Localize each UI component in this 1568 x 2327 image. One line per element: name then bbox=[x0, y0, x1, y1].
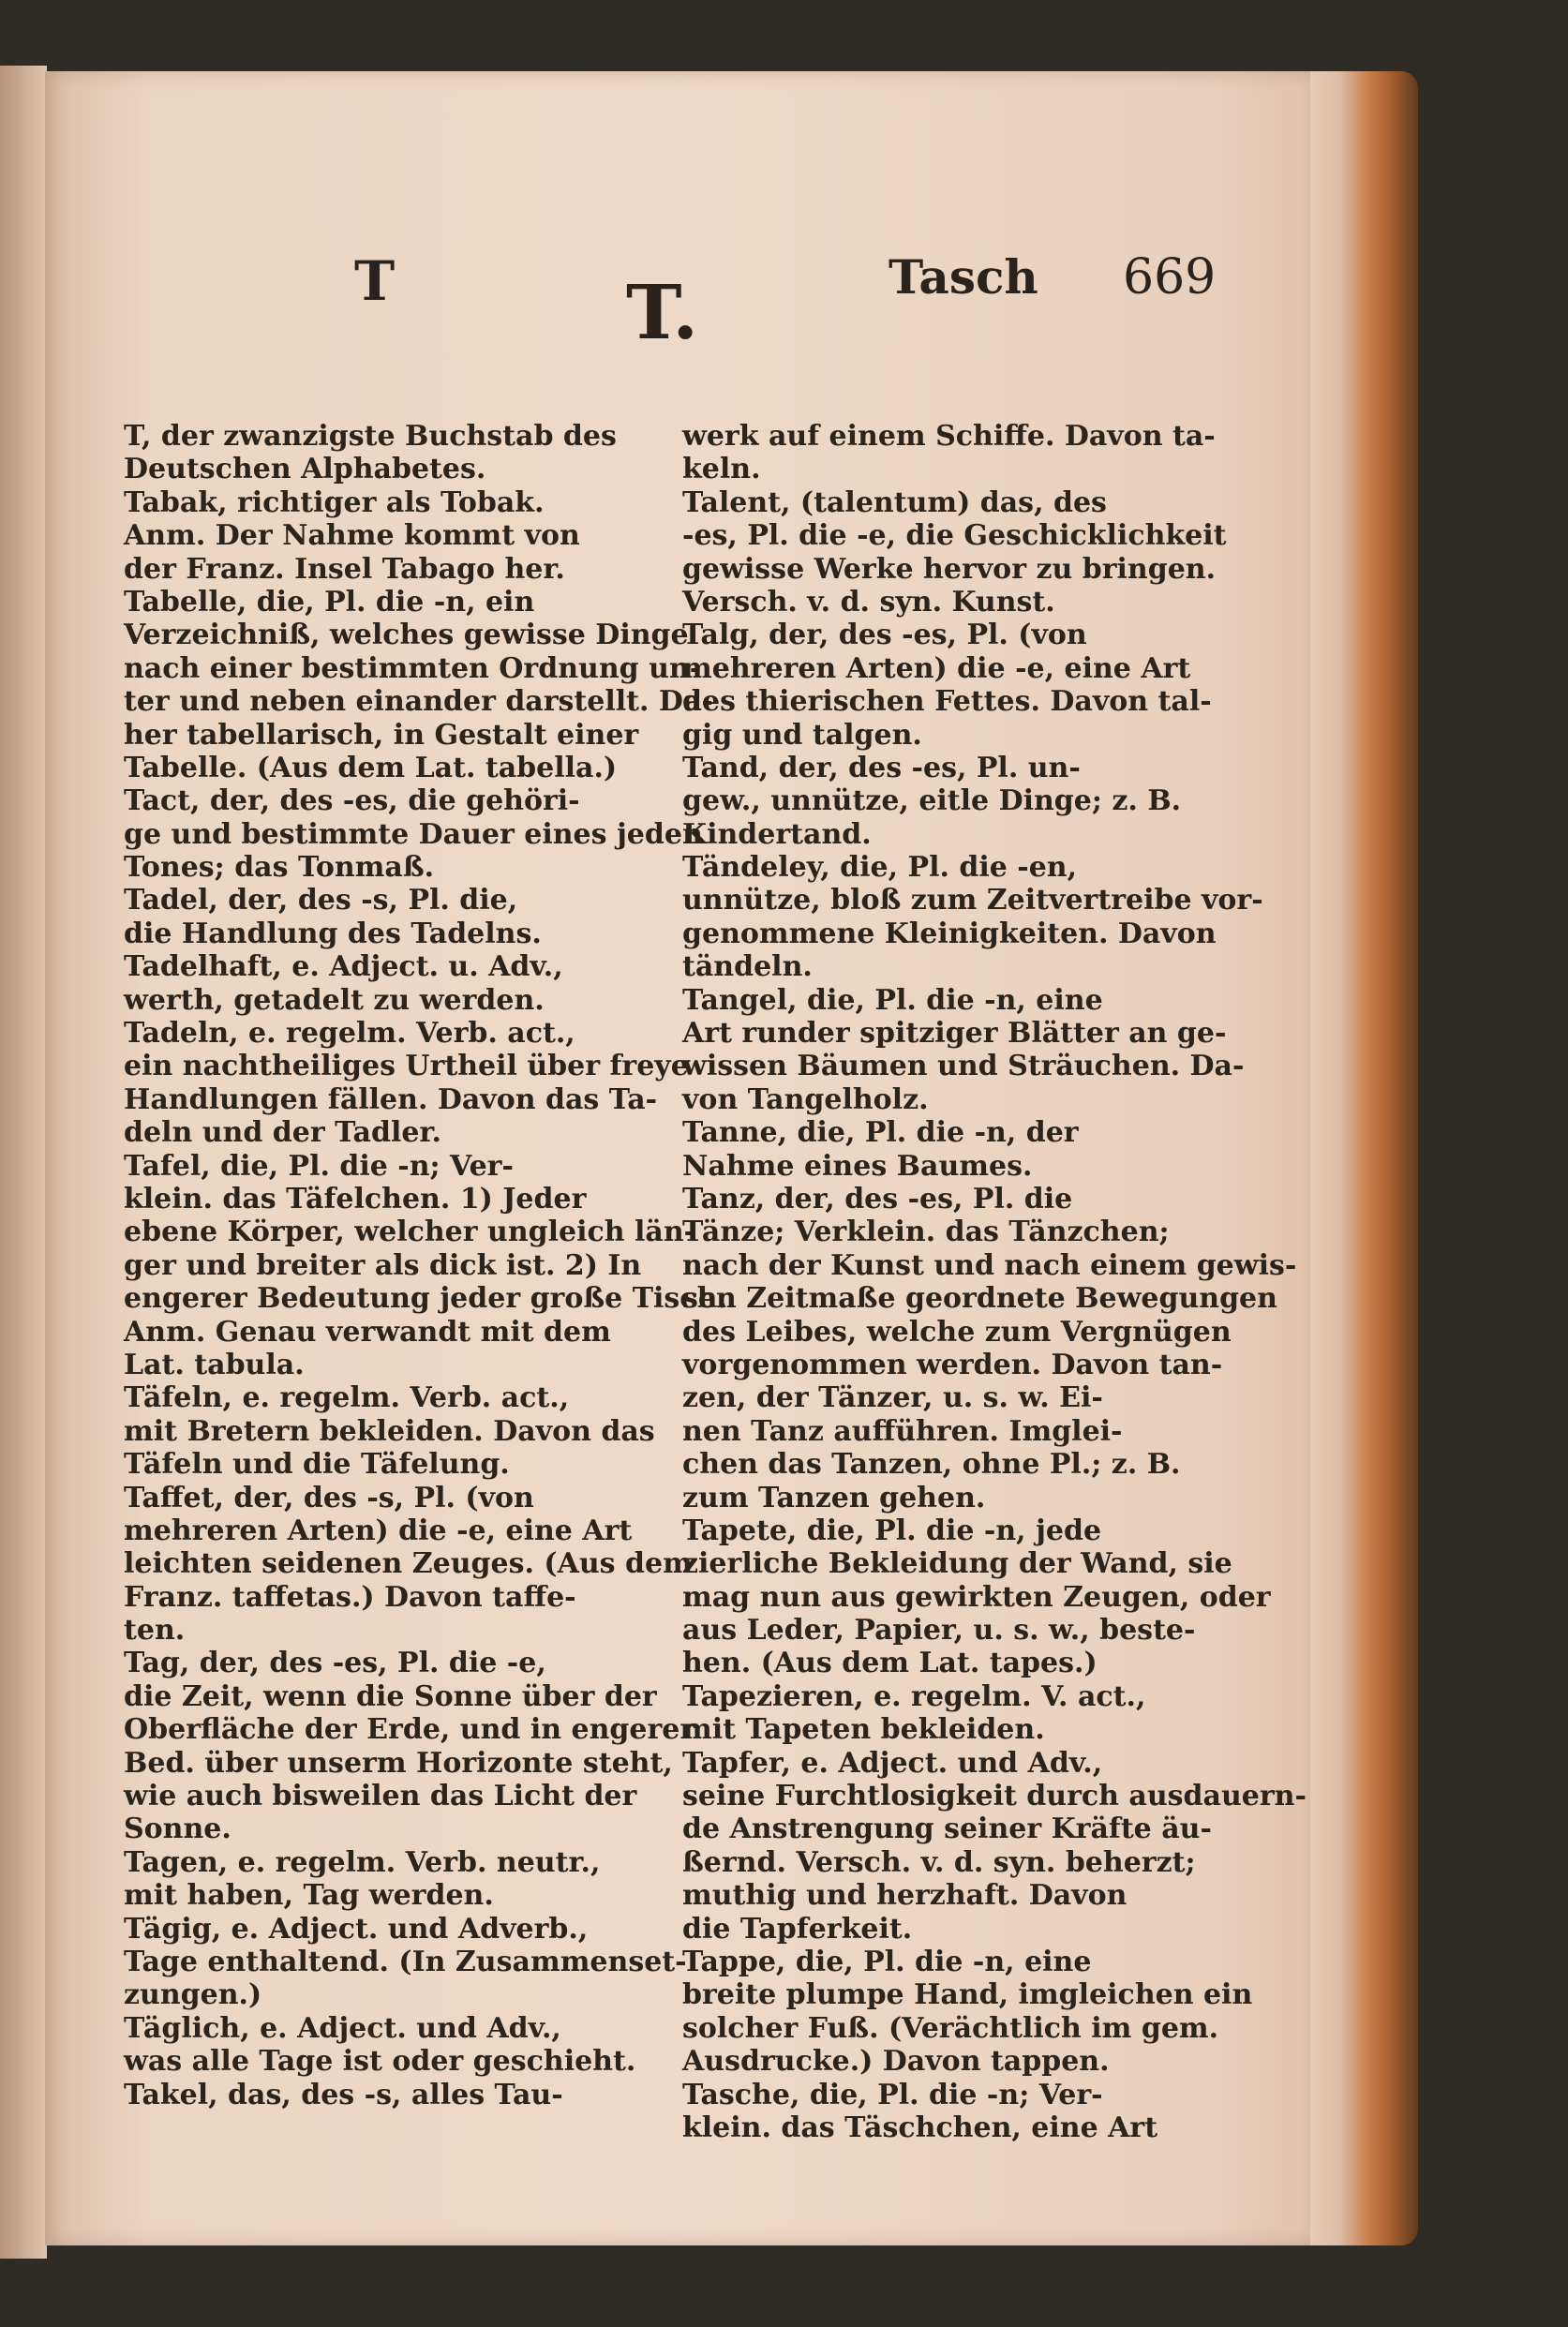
text-line: deln und der Tadler. bbox=[124, 1116, 441, 1150]
text-line: ßernd. Versch. v. d. syn. beherzt; bbox=[682, 1845, 1196, 1879]
text-line: Tagen, e. regelm. Verb. neutr., bbox=[124, 1845, 601, 1879]
text-line: Kindertand. bbox=[682, 817, 872, 851]
text-line: zen, der Tänzer, u. s. w. Ei- bbox=[682, 1381, 1103, 1415]
text-line: Franz. taffetas.) Davon taffe- bbox=[124, 1580, 576, 1614]
text-line: nach einer bestimmten Ordnung un- bbox=[124, 651, 702, 685]
text-line: mag nun aus gewirkten Zeugen, oder bbox=[682, 1580, 1271, 1614]
text-line: die Zeit, wenn die Sonne über der bbox=[124, 1679, 657, 1713]
text-line: Takel, das, des -s, alles Tau- bbox=[124, 2078, 563, 2111]
section-heading: T. bbox=[626, 268, 699, 356]
text-line: engerer Bedeutung jeder große Tisch. bbox=[124, 1282, 727, 1316]
text-line: -es, Pl. die -e, die Geschicklichkeit bbox=[682, 519, 1227, 553]
text-line: Anm. Der Nahme kommt von bbox=[124, 519, 580, 553]
text-line: mehreren Arten) die -e, eine Art bbox=[682, 651, 1191, 685]
text-line: Tägig, e. Adject. und Adverb., bbox=[124, 1912, 589, 1946]
text-line: Tanz, der, des -es, Pl. die bbox=[682, 1182, 1073, 1216]
text-line: gewisse Werke hervor zu bringen. bbox=[682, 552, 1217, 586]
text-line: vorgenommen werden. Davon tan- bbox=[682, 1348, 1223, 1381]
text-line: wie auch bisweilen das Licht der bbox=[124, 1780, 637, 1813]
text-line: Täfeln, e. regelm. Verb. act., bbox=[124, 1381, 570, 1415]
text-line: was alle Tage ist oder geschieht. bbox=[124, 2045, 636, 2079]
text-line: genommene Kleinigkeiten. Davon bbox=[682, 917, 1217, 950]
text-line: Tanne, die, Pl. die -n, der bbox=[682, 1116, 1079, 1150]
text-line: nach der Kunst und nach einem gewis- bbox=[682, 1248, 1297, 1282]
text-line: zierliche Bekleidung der Wand, sie bbox=[682, 1547, 1232, 1581]
text-line: der Franz. Insel Tabago her. bbox=[124, 552, 565, 586]
text-line: Tändeley, die, Pl. die -en, bbox=[682, 851, 1078, 885]
text-line: Tabak, richtiger als Tobak. bbox=[124, 485, 545, 519]
text-line: werth, getadelt zu werden. bbox=[124, 983, 545, 1017]
text-line: ebene Körper, welcher ungleich län- bbox=[124, 1216, 696, 1249]
text-line: Tadel, der, des -s, Pl. die, bbox=[124, 884, 518, 917]
text-line: Tänze; Verklein. das Tänzchen; bbox=[682, 1216, 1170, 1249]
text-line: von Tangelholz. bbox=[682, 1082, 929, 1116]
page-number: 669 bbox=[1123, 249, 1217, 306]
text-line: Lat. tabula. bbox=[124, 1348, 305, 1381]
text-line: Talent, (talentum) das, des bbox=[682, 485, 1107, 519]
text-line: T, der zwanzigste Buchstab des bbox=[124, 420, 617, 453]
text-line: nen Tanz aufführen. Imglei- bbox=[682, 1414, 1123, 1448]
text-line: Tappe, die, Pl. die -n, eine bbox=[682, 1945, 1092, 1978]
text-line: ger und breiter als dick ist. 2) In bbox=[124, 1248, 642, 1282]
text-line: Täglich, e. Adject. und Adv., bbox=[124, 2011, 561, 2045]
text-line: muthig und herzhaft. Davon bbox=[682, 1879, 1127, 1913]
text-line: ge und bestimmte Dauer eines jeden bbox=[124, 817, 703, 851]
text-line: solcher Fuß. (Verächtlich im gem. bbox=[682, 2011, 1219, 2045]
text-line: ten. bbox=[124, 1614, 186, 1648]
text-line: Deutschen Alphabetes. bbox=[124, 453, 486, 486]
text-line: de Anstrengung seiner Kräfte äu- bbox=[682, 1812, 1212, 1846]
text-line: Tafel, die, Pl. die -n; Ver- bbox=[124, 1149, 514, 1183]
text-line: mit Tapeten bekleiden. bbox=[682, 1713, 1045, 1747]
text-line: mehreren Arten) die -e, eine Art bbox=[124, 1514, 633, 1547]
text-line: Oberfläche der Erde, und in engerer bbox=[124, 1713, 695, 1747]
text-line: sen Zeitmaße geordnete Bewegungen bbox=[682, 1282, 1277, 1316]
text-line: keln. bbox=[682, 453, 761, 486]
text-line: die Tapferkeit. bbox=[682, 1912, 913, 1946]
text-line: aus Leder, Papier, u. s. w., beste- bbox=[682, 1614, 1196, 1648]
text-line: leichten seidenen Zeuges. (Aus dem bbox=[124, 1547, 693, 1581]
text-line: Tadelhaft, e. Adject. u. Adv., bbox=[124, 950, 563, 984]
right-column bbox=[682, 420, 1307, 2144]
text-line: tändeln. bbox=[682, 950, 813, 984]
text-line: Tabelle. (Aus dem Lat. tabella.) bbox=[124, 751, 618, 784]
text-line: Handlungen fällen. Davon das Ta- bbox=[124, 1082, 658, 1116]
text-line: Nahme eines Baumes. bbox=[682, 1149, 1033, 1183]
text-line: Täfeln und die Täfelung. bbox=[124, 1448, 510, 1482]
text-line: des thierischen Fettes. Davon tal- bbox=[682, 685, 1212, 719]
text-line: Tapezieren, e. regelm. V. act., bbox=[682, 1679, 1146, 1713]
text-line: Tact, der, des -es, die gehöri- bbox=[124, 784, 580, 818]
text-line: zungen.) bbox=[124, 1978, 262, 2012]
running-head-letter: T bbox=[354, 249, 396, 313]
text-line: klein. das Täschchen, eine Art bbox=[682, 2111, 1158, 2144]
text-line: Versch. v. d. syn. Kunst. bbox=[682, 585, 1055, 619]
text-line: wissen Bäumen und Sträuchen. Da- bbox=[682, 1050, 1245, 1083]
text-line: des Leibes, welche zum Vergnügen bbox=[682, 1315, 1232, 1349]
text-line: Tangel, die, Pl. die -n, eine bbox=[682, 983, 1103, 1017]
text-line: ter und neben einander darstellt. Da- bbox=[124, 685, 713, 719]
text-line: zum Tanzen gehen. bbox=[682, 1481, 986, 1514]
text-line: her tabellarisch, in Gestalt einer bbox=[124, 718, 639, 752]
text-line: Tadeln, e. regelm. Verb. act., bbox=[124, 1017, 575, 1051]
running-head-catchword: Tasch bbox=[889, 249, 1038, 305]
text-line: hen. (Aus dem Lat. tapes.) bbox=[682, 1647, 1098, 1680]
text-line: Ausdrucke.) Davon tappen. bbox=[682, 2045, 1110, 2079]
left-page-edge bbox=[0, 66, 47, 2259]
text-line: klein. das Täfelchen. 1) Jeder bbox=[124, 1182, 587, 1216]
text-line: gew., unnütze, eitle Dinge; z. B. bbox=[682, 784, 1182, 818]
text-line: breite plumpe Hand, imgleichen ein bbox=[682, 1978, 1253, 2012]
text-line: Tabelle, die, Pl. die -n, ein bbox=[124, 585, 535, 619]
text-line: gig und talgen. bbox=[682, 718, 922, 752]
text-line: Talg, der, des -es, Pl. (von bbox=[682, 619, 1087, 652]
text-line: unnütze, bloß zum Zeitvertreibe vor- bbox=[682, 884, 1263, 917]
book-page bbox=[45, 71, 1310, 2245]
text-line: Bed. über unserm Horizonte steht, bbox=[124, 1746, 673, 1780]
text-line: Anm. Genau verwandt mit dem bbox=[124, 1315, 611, 1349]
text-line: mit Bretern bekleiden. Davon das bbox=[124, 1414, 655, 1448]
text-line: Tag, der, des -es, Pl. die -e, bbox=[124, 1647, 546, 1680]
text-line: Tones; das Tonmaß. bbox=[124, 851, 435, 885]
text-line: werk auf einem Schiffe. Davon ta- bbox=[682, 420, 1216, 453]
text-line: Taffet, der, des -s, Pl. (von bbox=[124, 1481, 534, 1514]
text-line: chen das Tanzen, ohne Pl.; z. B. bbox=[682, 1448, 1181, 1482]
text-line: Tand, der, des -es, Pl. un- bbox=[682, 751, 1081, 784]
text-line: mit haben, Tag werden. bbox=[124, 1879, 494, 1913]
text-line: Tapete, die, Pl. die -n, jede bbox=[682, 1514, 1102, 1547]
text-line: ein nachtheiliges Urtheil über freye bbox=[124, 1050, 689, 1083]
text-line: Verzeichniß, welches gewisse Dinge bbox=[124, 619, 689, 652]
text-line: Tage enthaltend. (In Zusammenset- bbox=[124, 1945, 687, 1978]
text-line: Tasche, die, Pl. die -n; Ver- bbox=[682, 2078, 1103, 2111]
text-line: seine Furchtlosigkeit durch ausdauern- bbox=[682, 1780, 1307, 1813]
text-line: die Handlung des Tadelns. bbox=[124, 917, 542, 950]
text-line: Art runder spitziger Blätter an ge- bbox=[682, 1017, 1227, 1051]
text-line: Tapfer, e. Adject. und Adv., bbox=[682, 1746, 1103, 1780]
page-block-edge bbox=[1298, 71, 1418, 2245]
text-line: Sonne. bbox=[124, 1812, 231, 1846]
